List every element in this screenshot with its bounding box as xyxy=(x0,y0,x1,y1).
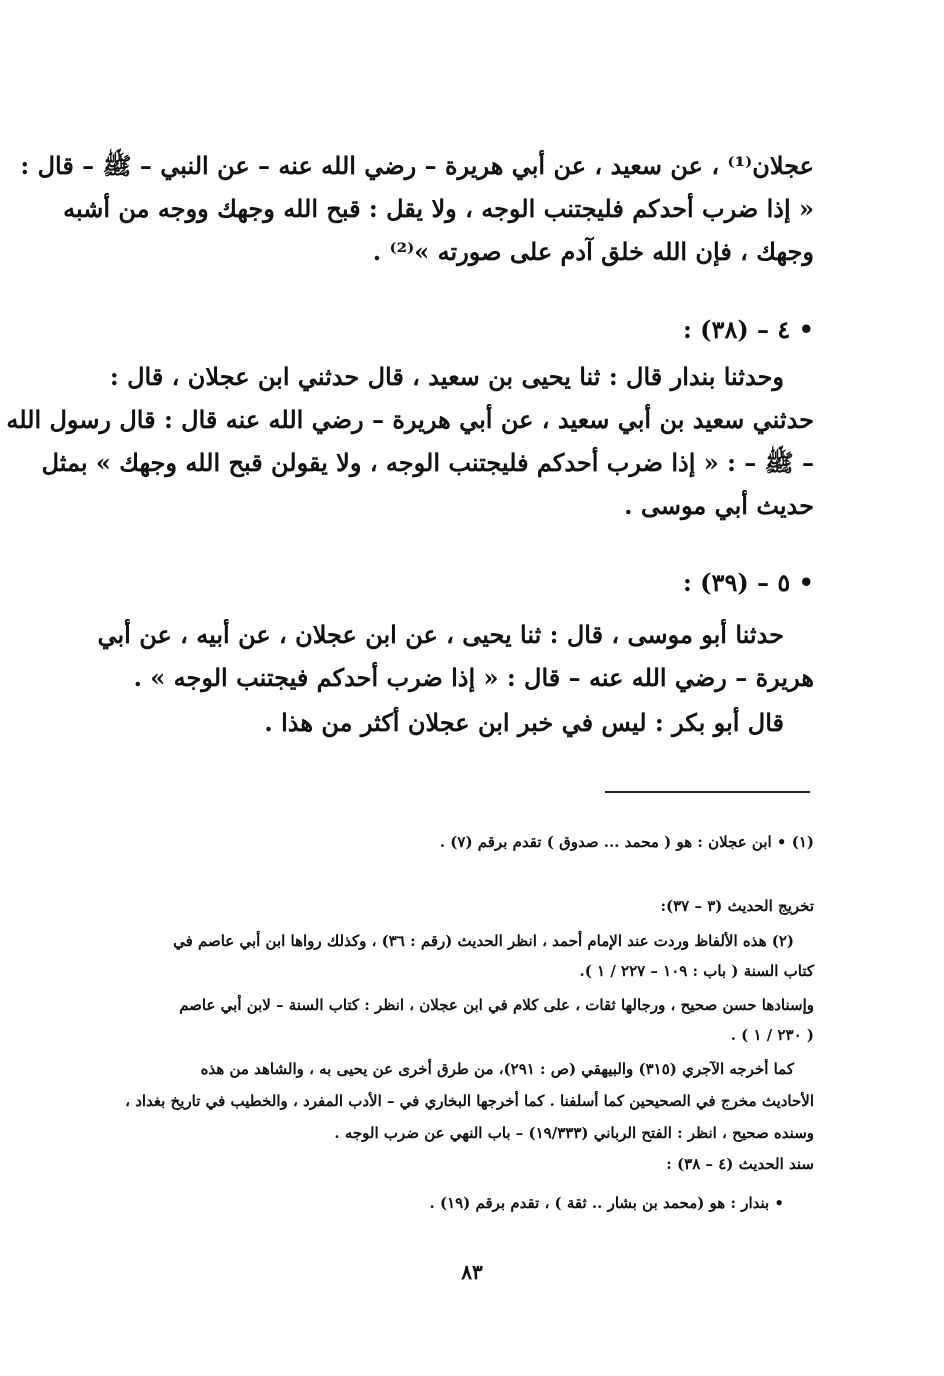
paragraph3-line1: حدثنا أبو موسى ، قال : ثنا يحيى ، عن ابن عجلان ، عن أبيه ، عن أبي xyxy=(97,620,784,649)
footnote-2-line2: كتاب السنة ( باب : ١٠٩ – ٢٢٧ / ١ ). xyxy=(579,962,814,980)
paragraph2-line1: وحدثنا بندار قال : ثنا يحيى بن سعيد ، قال حدثني ابن عجلان ، قال : xyxy=(109,362,784,391)
takhrij-title: تخريج الحديث (٣ – ٣٧): xyxy=(660,897,814,915)
paragraph2-line3: – ﷺ – : « إذا ضرب أحدكم فليجتنب الوجه ، ولا يقولن قبح الله وجهك » بمثل xyxy=(41,448,814,477)
paragraph1-line2: « إذا ضرب أحدكم فليجتنب الوجه ، ولا يقل : قبح الله وجهك ووجه من أشبه xyxy=(63,194,814,223)
paragraph2-line4: حديث أبي موسى . xyxy=(624,491,814,520)
paragraph1-line3: وجهك ، فإن الله خلق آدم على صورته »⁽²⁾ . xyxy=(372,237,814,266)
hadith-heading-39: • ٥ – (٣٩) : xyxy=(682,568,814,597)
abu-bakr-comment: قال أبو بكر : ليس في خبر ابن عجلان أكثر من هذا . xyxy=(264,708,784,737)
kama-line3: وسنده صحيح ، انظر : الفتح الرباني (١٩/٣٣٣) – باب النهي عن ضرب الوجه . xyxy=(334,1124,814,1142)
kama-line1: كما أخرجه الآجري (٣١٥) والبيهقي (ص : ٢٩١)، من طرق أخرى عن يحيى به ، والشاهد من هذه xyxy=(200,1060,794,1078)
footnote-2-line1: (٢) هذه الألفاظ وردت عند الإمام أحمد ، انظر الحديث (رقم : ٣٦) ، وكذلك رواها ابن أبي عاصم في xyxy=(173,932,794,950)
isnad-line1: وإسنادها حسن صحيح ، ورجالها ثقات ، على كلام في ابن عجلان ، انظر : كتاب السنة – لابن أبي عاصم xyxy=(179,996,814,1014)
kama-line2: الأحاديث مخرج في الصحيحين كما أسلفنا . كما أخرجها البخاري في – الأدب المفرد ، والخطيب في تاريخ بغداد ، xyxy=(125,1092,814,1110)
footnote-separator xyxy=(605,791,810,793)
paragraph1-line1: عجلان⁽¹⁾ ، عن سعيد ، عن أبي هريرة – رضي الله عنه – عن النبي – ﷺ – قال : xyxy=(20,151,814,180)
hadith-heading-38: • ٤ – (٣٨) : xyxy=(682,315,814,344)
page-number: ٨٣ xyxy=(461,1260,483,1284)
bundar-note: • بندار : هو (محمد بن بشار .. ثقة ) ، تقدم برقم (١٩) . xyxy=(429,1194,784,1212)
sanad-title: سند الحديث (٤ – ٣٨) : xyxy=(666,1155,814,1173)
paragraph3-line2: هريرة – رضي الله عنه – قال : « إذا ضرب أحدكم فيجتنب الوجه » . xyxy=(133,663,814,692)
footnote-1: (١) • ابن عجلان : هو ( محمد ... صدوق ) تقدم برقم (٧) . xyxy=(439,833,814,851)
isnad-line2: ( ٢٣٠ / ١ ) . xyxy=(730,1026,814,1044)
paragraph2-line2: حدثني سعيد بن أبي سعيد ، عن أبي هريرة – رضي الله عنه قال : قال رسول الله xyxy=(6,405,814,434)
